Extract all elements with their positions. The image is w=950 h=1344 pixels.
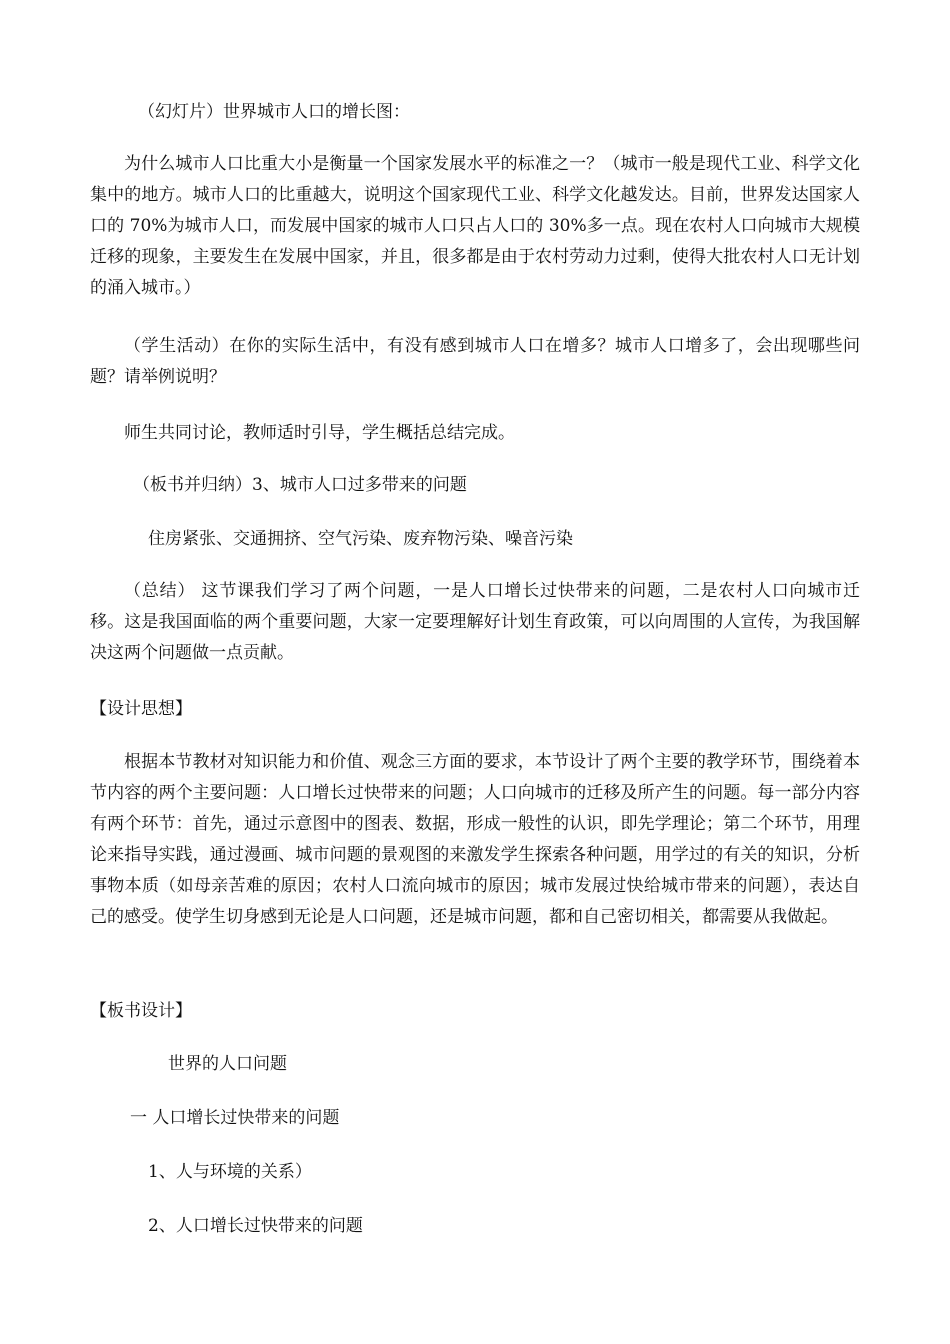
city-problems-line: 住房紧张、交通拥挤、空气污染、废弃物污染、噪音污染 (148, 529, 573, 549)
board-item-2: 2、人口增长过快带来的问题 (148, 1216, 363, 1236)
board-summary-line: （板书并归纳）3、城市人口过多带来的问题 (133, 475, 467, 495)
board-title: 世界的人口问题 (168, 1054, 287, 1074)
why-paragraph: 为什么城市人口比重大小是衡量一个国家发展水平的标准之一？（城市一般是现代工业、科学文化集中的地方。城市人口的比重越大，说明这个国家现代工业、科学文化越发达。目前，世界发达国家人口的 70%为城市人口，而发展中国家的城市人口只占人口的 30%多一点。现在农村人口向城市大规模迁移的现象，主要发生在发展中国家，并且，很多都是由于农村劳动力过剩，使得大批农村人口无计划的涌入城市。） (90, 154, 860, 298)
design-paragraph: 根据本节教材对知识能力和价值、观念三方面的要求，本节设计了两个主要的教学环节，围绕着本节内容的两个主要问题：人口增长过快带来的问题；人口向城市的迁移及所产生的问题。每一部分内容有两个环节：首先，通过示意图中的图表、数据，形成一般性的认识，即先学理论；第二个环节，用理论来指导实践，通过漫画、城市问题的景观图的来激发学生探索各种问题，用学过的有关的知识，分析事物本质（如母亲苦难的原因；农村人口流向城市的原因；城市发展过快给城市带来的问题），表达自己的感受。使学生切身感到无论是人口问题，还是城市问题，都和自己密切相关，都需要从我做起。 (90, 752, 860, 927)
design-heading: 【设计思想】 (90, 699, 192, 719)
board-design-heading: 【板书设计】 (90, 1001, 192, 1021)
board-item-1: 1、人与环境的关系） (148, 1162, 312, 1182)
slide-paragraph: （幻灯片）世界城市人口的增长图： (138, 102, 410, 122)
summary-paragraph: （总结） 这节课我们学习了两个问题，一是人口增长过快带来的问题，二是农村人口向城市迁移。这是我国面临的两个重要问题，大家一定要理解好计划生育政策，可以向周围的人宣传，为我国解决这两个问题做一点贡献。 (90, 581, 860, 663)
student-activity-paragraph: （学生活动）在你的实际生活中，有没有感到城市人口在增多？城市人口增多了，会出现哪些问题？请举例说明？ (90, 336, 860, 387)
discussion-paragraph: 师生共同讨论，教师适时引导，学生概括总结完成。 (124, 423, 515, 443)
board-section-one: 一 人口增长过快带来的问题 (130, 1108, 340, 1128)
